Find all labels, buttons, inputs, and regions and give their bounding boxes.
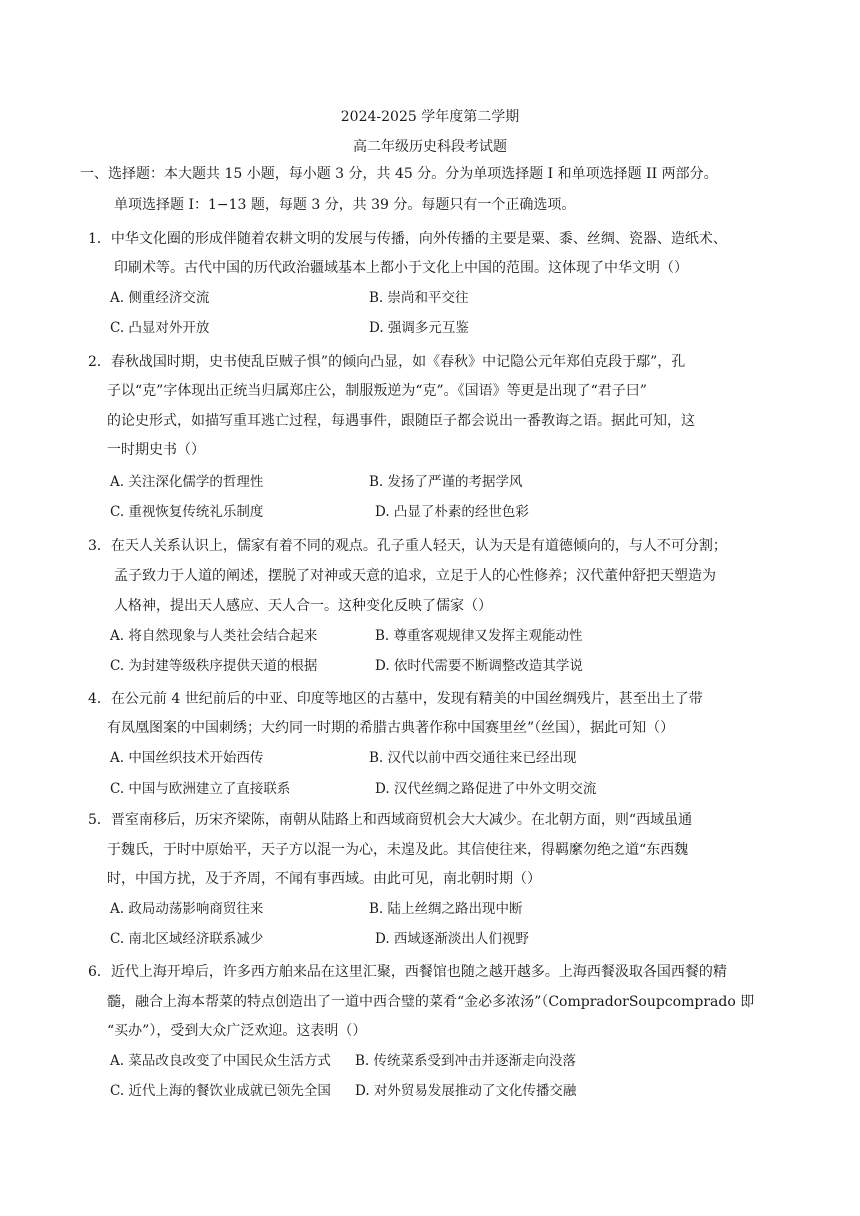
option-d: D. 西域逐渐淡出人们视野 — [375, 931, 529, 947]
question-number: 2． — [88, 354, 111, 370]
question-text: “买办”），受到大众广泛欢迎。这表明（） — [107, 1023, 367, 1039]
section-instructions: 单项选择题 I：1−13 题，每题 3 分，共 39 分。每题只有一个正确选项。 — [114, 197, 576, 213]
option-d: D. 凸显了朴素的经世色彩 — [375, 504, 529, 520]
option-c: C. 凸显对外开放 — [110, 320, 210, 336]
option-c: C. 近代上海的餐饮业成就已领先全国 — [110, 1083, 331, 1099]
question-text: 于魏氏，于时中原始平，天子方以混一为心，未遑及此。其信使往来，得羁縻勿绝之道“东西魏 — [107, 842, 689, 858]
option-a: A. 政局动荡影响商贸往来 — [110, 901, 264, 917]
exam-title: 高二年级历史科段考试题 — [353, 139, 507, 155]
question-text: 印刷术等。古代中国的历代政治疆域基本上都小于文化上中国的范围。这体现了中华文明（） — [114, 260, 688, 276]
option-d: D. 依时代需要不断调整改造其学说 — [375, 658, 583, 674]
section-heading: 一、选择题：本大题共 15 小题，每小题 3 分，共 45 分。分为单项选择题 I 和单项选择题 II 两部分。 — [80, 166, 718, 182]
question-text: 近代上海开埠后，许多西方舶来品在这里汇聚，西餐馆也随之越开越多。上海西餐汲取各国西餐的精 — [110, 964, 727, 980]
option-a: A. 关注深化儒学的哲理性 — [110, 474, 264, 490]
question-text: 中华文化圈的形成伴随着农耕文明的发展与传播，向外传播的主要是粟、黍、丝绸、瓷器、造纸术、 — [110, 231, 727, 247]
option-d: D. 汉代丝绸之路促进了中外文明交流 — [375, 781, 597, 797]
option-a: A. 将自然现象与人类社会结合起来 — [110, 628, 318, 644]
option-b: B. 尊重客观规律又发挥主观能动性 — [375, 628, 583, 644]
option-c: C. 重视恢复传统礼乐制度 — [110, 504, 264, 520]
option-a: A. 菜品改良改变了中国民众生活方式 — [110, 1053, 331, 1069]
question-text: 髓，融合上海本帮菜的特点创造出了一道中西合璧的菜肴“金必多浓汤”（CompradorSoupcomprado 即 — [107, 994, 755, 1010]
question-text: 有凤凰图案的中国刺绣；大约同一时期的希腊古典著作称中国赛里丝”（丝国），据此可知（） — [107, 720, 675, 736]
option-a: A. 侧重经济交流 — [110, 290, 210, 306]
question-text: 在公元前 4 世纪前后的中亚、印度等地区的古墓中，发现有精美的中国丝绸残片，甚至出土了带 — [110, 691, 703, 707]
option-c: C. 为封建等级秩序提供天道的根据 — [110, 658, 318, 674]
question-text: 人格神，提出天人感应、天人合一。这种变化反映了儒家（） — [114, 598, 492, 614]
option-c: C. 南北区域经济联系减少 — [110, 931, 264, 947]
question-number: 1． — [88, 231, 111, 247]
option-a: A. 中国丝织技术开始西传 — [110, 750, 264, 766]
question-number: 4． — [88, 691, 111, 707]
question-number: 6． — [88, 964, 111, 980]
option-b: B. 传统菜系受到冲击并逐渐走向没落 — [355, 1053, 577, 1069]
term-title: 2024-2025 学年度第二学期 — [340, 109, 520, 125]
option-b: B. 崇尚和平交往 — [369, 290, 469, 306]
question-text: 的论史形式，如描写重耳逃亡过程，每遇事件，跟随臣子都会说出一番教诲之语。据此可知，这 — [107, 413, 695, 429]
question-text: 一时期史书（） — [107, 442, 205, 458]
question-text: 时，中国方扰，及于齐周，不闻有事西域。由此可见，南北朝时期（） — [107, 871, 541, 887]
option-b: B. 发扬了严谨的考据学风 — [369, 474, 523, 490]
option-d: D. 强调多元互鉴 — [369, 320, 469, 336]
question-number: 5． — [88, 812, 111, 828]
option-b: B. 汉代以前中西交通往来已经出现 — [369, 750, 577, 766]
question-text: 子以“克”字体现出正统当归属郑庄公，制服叛逆为“克”。《国语》等更是出现了“君子曰” — [107, 383, 647, 399]
question-text: 晋室南移后，历宋齐梁陈，南朝从陆路上和西域商贸机会大大减少。在北朝方面，则“西域虽通 — [110, 812, 693, 828]
option-b: B. 陆上丝绸之路出现中断 — [369, 901, 523, 917]
question-text: 孟子致力于人道的阐述，摆脱了对神或天意的追求，立足于人的心性修养；汉代董仲舒把天塑造为 — [114, 568, 716, 584]
question-text: 在天人关系认识上，儒家有着不同的观点。孔子重人轻天，认为天是有道德倾向的，与人不可分割； — [110, 538, 727, 554]
option-c: C. 中国与欧洲建立了直接联系 — [110, 781, 291, 797]
question-number: 3． — [88, 538, 111, 554]
question-text: 春秋战国时期，史书使乱臣贼子惧”的倾向凸显，如《春秋》中记隐公元年郑伯克段于鄢”，孔 — [110, 354, 686, 370]
option-d: D. 对外贸易发展推动了文化传播交融 — [355, 1083, 577, 1099]
